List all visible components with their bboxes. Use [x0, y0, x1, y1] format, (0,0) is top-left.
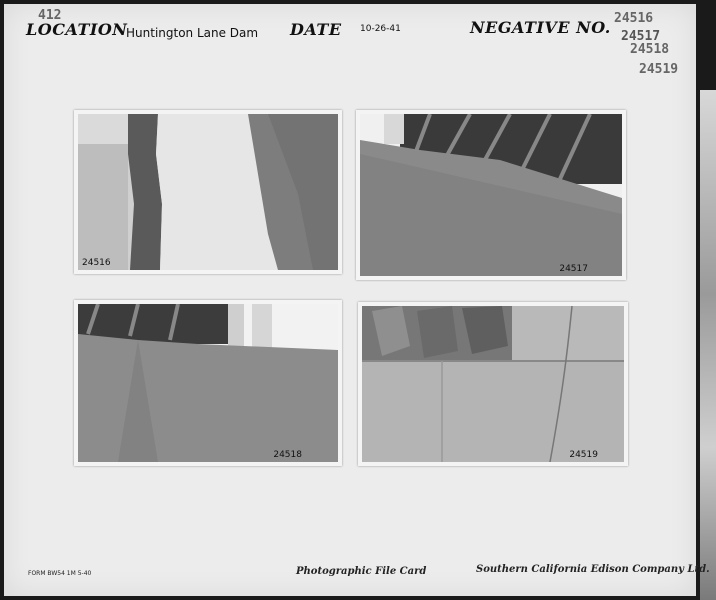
photo-number: 24517	[559, 264, 588, 274]
date-label: DATE	[290, 20, 342, 39]
photo-number: 24519	[569, 450, 598, 460]
photo-number: 24518	[273, 450, 302, 460]
photo-number: 24516	[82, 258, 111, 268]
card-title: Photographic File Card	[296, 566, 427, 577]
wall-under-roof-image	[78, 304, 338, 462]
card-number: 412	[38, 8, 62, 23]
concrete-joint-image	[78, 114, 338, 270]
negative-number-2: 24517	[621, 29, 661, 44]
date-value: 10-26-41	[360, 24, 401, 34]
photo-24517	[356, 110, 626, 280]
company-name: Southern California Edison Company Ltd.	[476, 564, 710, 575]
location-label: LOCATION	[26, 20, 128, 39]
negative-number-4: 24519	[639, 62, 679, 77]
photo-24516	[74, 110, 342, 274]
negative-number-1: 24516	[614, 11, 654, 26]
negative-label: NEGATIVE NO.	[470, 18, 611, 37]
photo-24519	[358, 302, 628, 466]
photo-24518	[74, 300, 342, 466]
adjacent-card-edge	[700, 90, 716, 600]
wall-under-roof-image	[360, 114, 622, 276]
masonry-wall-image	[362, 306, 624, 462]
location-value: Huntington Lane Dam	[126, 26, 259, 40]
negative-number-3: 24518	[630, 42, 670, 57]
form-number: FORM BW54 1M 5-40	[28, 570, 92, 577]
